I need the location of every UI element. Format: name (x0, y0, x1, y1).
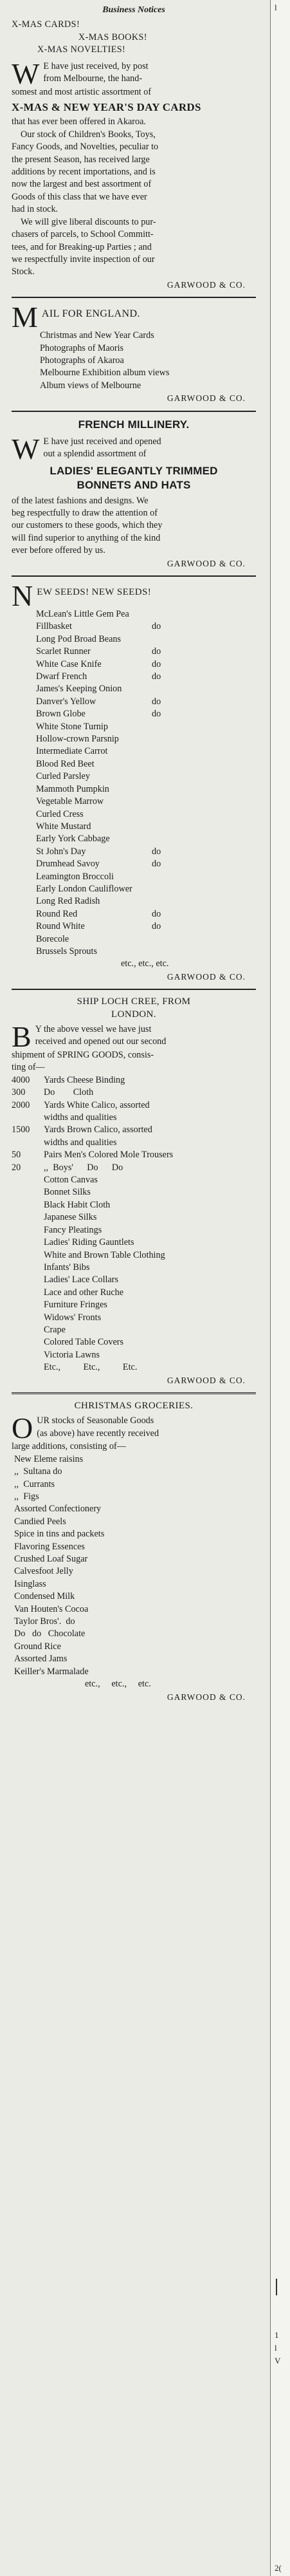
list-item (36, 696, 256, 708)
list-item (36, 833, 256, 845)
list-item: etc., etc., etc. (85, 1679, 151, 1690)
quantity (12, 1112, 44, 1124)
quantity: 20 (12, 1162, 21, 1173)
ditto-mark: do (152, 709, 161, 720)
list-item: Album views of Melbourne (40, 380, 141, 391)
ad-ship-loch-cree (12, 996, 256, 1386)
ad-new-seeds (12, 583, 256, 983)
item-text: widths and qualities (44, 1137, 117, 1148)
item-text: Bonnet Silks (44, 1187, 91, 1198)
signature: GARWOOD & CO. (167, 393, 246, 404)
seed-name: White Mustard (36, 821, 91, 832)
quantity: 1500 (12, 1125, 30, 1135)
table-row (12, 1099, 256, 1112)
quantity (12, 1349, 44, 1361)
list-item (36, 733, 256, 745)
item-text: Pairs Men's Colored Mole Trousers (44, 1150, 174, 1161)
edge-fragment: l (275, 2343, 277, 2353)
groceries-title: CHRISTMAS GROCERIES. (74, 1400, 194, 1411)
list-item: Flavoring Essences (14, 1541, 85, 1552)
seed-name: McLean's Little Gem Pea (36, 609, 129, 619)
seed-name: Fillbasket (36, 621, 72, 632)
signature: GARWOOD & CO. (167, 1375, 246, 1385)
seeds-title-block (12, 583, 256, 608)
divider (12, 297, 256, 298)
item-text: Widows' Fronts (44, 1312, 102, 1323)
item-text: Cotton Canvas (44, 1175, 98, 1186)
list-item: Melbourne Exhibition album views (40, 368, 170, 378)
table-row (12, 1174, 256, 1186)
body-line: the present Season, has received large (12, 154, 150, 165)
seed-name: Early London Cauliflower (36, 883, 132, 894)
seed-name: Brussels Sprouts (36, 946, 97, 957)
list-item (36, 871, 256, 883)
body-line: We will give liberal discounts to pur- (21, 216, 156, 227)
divider (12, 989, 256, 990)
body-line: had in stock. (12, 204, 59, 215)
item-text: ,, Boys' Do Do (44, 1162, 123, 1173)
section-header: Business Notices (102, 5, 165, 15)
list-item (36, 783, 256, 796)
intro-line: shipment of SPRING GOODS, consis- (12, 1050, 154, 1060)
list-item (36, 858, 256, 870)
edge-rule (276, 2279, 277, 2295)
list-item: Photographs of Maoris (40, 342, 124, 353)
table-row (12, 1336, 256, 1349)
seed-name: Danver's Yellow (36, 696, 96, 707)
table-row (12, 1287, 256, 1299)
quantity (12, 1324, 44, 1336)
seed-name: Round White (36, 921, 85, 932)
list-item: Spice in tins and packets (14, 1529, 105, 1540)
xmas-line-1: X-MAS CARDS! (12, 19, 80, 30)
item-text: Do Cloth (44, 1087, 94, 1098)
quantity (12, 1274, 44, 1286)
list-item (36, 633, 256, 646)
seed-name: Long Pod Broad Beans (36, 633, 122, 644)
list-item: Do do Chocolate (14, 1629, 86, 1639)
quantity (12, 1224, 44, 1237)
list-item (36, 621, 256, 633)
list-item: Ground Rice (14, 1641, 61, 1652)
quantity (12, 1211, 44, 1224)
seed-name: Brown Globe (36, 709, 86, 720)
seed-name: Blood Red Beet (36, 758, 95, 769)
body-line: we respectfully invite inspection of our (12, 254, 155, 265)
table-row (12, 1274, 256, 1286)
intro-line: E have just received, by post (43, 61, 149, 71)
body-line: Fancy Goods, and Novelties, peculiar to (12, 142, 159, 153)
quantity: 50 (12, 1150, 21, 1161)
table-row (12, 1186, 256, 1199)
table-row (12, 1349, 256, 1361)
groceries-intro (12, 1415, 256, 1441)
ad-mail-for-england (12, 304, 256, 404)
quantity (12, 1287, 44, 1299)
divider (12, 575, 256, 577)
intro-line: somest and most artistic assortment of (12, 86, 152, 97)
signature: GARWOOD & CO. (167, 1692, 246, 1702)
ditto-mark: do (152, 908, 161, 919)
list-item (36, 933, 256, 946)
seed-name: James's Keeping Onion (36, 684, 122, 695)
quantity (12, 1249, 44, 1262)
list-item (36, 671, 256, 683)
list-item (36, 658, 256, 671)
signature: GARWOOD & CO. (167, 279, 246, 290)
list-item (36, 920, 256, 933)
xmas-intro (12, 61, 256, 86)
intro-line: ting of— (12, 1062, 45, 1073)
list-item (36, 821, 256, 833)
mail-title-block (12, 304, 256, 330)
table-row (12, 1312, 256, 1324)
list-item: ,, Sultana do (14, 1466, 62, 1477)
ditto-mark: do (152, 671, 161, 682)
list-item: Candied Peels (14, 1516, 66, 1527)
table-row (12, 1237, 256, 1249)
list-item: Christmas and New Year Cards (40, 330, 154, 341)
item-text: widths and qualities (44, 1112, 117, 1123)
ditto-mark: do (152, 696, 161, 707)
seed-name: Round Red (36, 908, 78, 919)
list-item: New Eleme raisins (14, 1453, 84, 1464)
body-line: beg respectfully to draw the attention of (12, 507, 158, 518)
seed-name: Mammoth Pumpkin (36, 783, 109, 794)
seed-name: Dwarf French (36, 671, 87, 682)
millinery-intro (12, 436, 256, 462)
list-item (36, 745, 256, 758)
seed-name: Leamington Broccoli (36, 871, 114, 882)
quantity (12, 1174, 44, 1186)
intro-line: received and opened out our second (35, 1036, 167, 1047)
seed-name: St John's Day (36, 846, 86, 857)
table-row (12, 1137, 256, 1149)
table-row (12, 1199, 256, 1211)
list-item (36, 770, 256, 783)
seeds-list (12, 608, 256, 958)
list-item: ,, Currants (14, 1479, 55, 1489)
quantity (12, 1262, 44, 1274)
item-text: Yards White Calico, assorted (44, 1099, 150, 1110)
quantity (12, 1237, 44, 1249)
drop-cap: W (12, 435, 40, 462)
intro-line: large additions, consisting of— (12, 1441, 126, 1452)
loch-cree-intro (12, 1023, 256, 1049)
item-text: Yards Brown Calico, assorted (44, 1125, 152, 1135)
intro-line: out a splendid assortment of (43, 448, 147, 459)
list-item: Isinglass (14, 1578, 46, 1589)
seed-name: Borecole (36, 933, 69, 944)
ditto-mark: do (152, 846, 161, 857)
xmas-line-2: X-MAS BOOKS! (78, 32, 147, 42)
item-text: Lace and other Ruche (44, 1287, 124, 1298)
item-text: Ladies' Lace Collars (44, 1274, 119, 1285)
edge-fragment: V (275, 2356, 281, 2366)
seed-name: White Case Knife (36, 658, 102, 669)
item-text: Infants' Bibs (44, 1262, 90, 1273)
body-line: Our stock of Children's Books, Toys, (21, 129, 156, 140)
quantity: 4000 (12, 1074, 30, 1085)
list-item: Taylor Bros'. do (14, 1616, 75, 1627)
list-item (36, 646, 256, 658)
table-row (12, 1324, 256, 1336)
seed-name: Intermediate Carrot (36, 746, 108, 757)
item-text: Etc., Etc., Etc. (44, 1362, 138, 1373)
table-row (12, 1149, 256, 1161)
millinery-title: FRENCH MILLINERY. (78, 418, 190, 431)
seed-name: Hollow-crown Parsnip (36, 734, 119, 745)
table-row (12, 1262, 256, 1274)
list-item (36, 758, 256, 770)
item-text: Crape (44, 1324, 66, 1335)
millinery-headline-2: BONNETS AND HATS (77, 478, 191, 491)
divider (12, 411, 256, 412)
list-item: Calvesfoot Jelly (14, 1566, 73, 1577)
body-line: tees, and for Breaking-up Parties ; and (12, 241, 152, 252)
ad-christmas-groceries (12, 1400, 256, 1703)
list-item (36, 908, 256, 920)
millinery-headline-1: LADIES' ELEGANTLY TRIMMED (50, 464, 218, 477)
table-row (12, 1124, 256, 1136)
quantity: 2000 (12, 1099, 30, 1110)
list-item (36, 708, 256, 720)
list-item: Condensed Milk (14, 1591, 75, 1602)
item-text: Ladies' Riding Gauntlets (44, 1237, 134, 1248)
seed-name: Scarlet Runner (36, 646, 91, 657)
seed-name: Curled Cress (36, 808, 84, 819)
quantity (12, 1199, 44, 1211)
table-row (12, 1211, 256, 1224)
item-text: Black Habit Cloth (44, 1199, 111, 1210)
drop-cap: O (12, 1415, 33, 1441)
body-line: additions by recent importations, and is (12, 167, 156, 178)
adjacent-column-edge (270, 0, 290, 2576)
xmas-line-3: X-MAS NOVELTIES! (37, 44, 126, 55)
seed-name: Drumhead Savoy (36, 859, 100, 870)
intro-line: from Melbourne, the hand- (43, 73, 143, 84)
edge-fragment: l (275, 3, 277, 12)
ditto-mark: do (152, 646, 161, 657)
list-item (36, 796, 256, 808)
table-row (12, 1112, 256, 1124)
table-row (12, 1162, 256, 1174)
list-item (36, 846, 256, 858)
seed-name: Curled Parsley (36, 771, 90, 782)
ditto-mark: do (152, 921, 161, 932)
table-row (12, 1074, 256, 1087)
drop-cap: N (12, 583, 33, 608)
table-row (12, 1299, 256, 1311)
list-item: ,, Figs (14, 1491, 39, 1502)
list-item (36, 895, 256, 908)
body-line: of the latest fashions and designs. We (12, 495, 149, 506)
list-item (36, 721, 256, 733)
table-row (12, 1361, 256, 1374)
drop-cap: M (12, 304, 38, 330)
item-text: White and Brown Table Clothing (44, 1249, 165, 1260)
body-line: ever before offered by us. (12, 545, 105, 556)
seeds-title: EW SEEDS! NEW SEEDS! (37, 587, 152, 597)
item-text: Fancy Pleatings (44, 1224, 102, 1235)
intro-line: E have just received and opened (43, 436, 161, 447)
body-line: will find superior to anything of the kind (12, 532, 161, 543)
list-item: Crushed Loaf Sugar (14, 1554, 88, 1565)
list-item (36, 683, 256, 695)
table-row (12, 1224, 256, 1237)
list-item (36, 946, 256, 958)
edge-fragment: 1 (275, 2330, 279, 2340)
signature: GARWOOD & CO. (167, 971, 246, 982)
list-item: Assorted Confectionery (14, 1504, 102, 1515)
ditto-mark: do (152, 621, 161, 632)
seed-name: White Stone Turnip (36, 721, 108, 732)
edge-fragment: 2( (275, 2563, 282, 2573)
drop-cap: B (12, 1023, 32, 1049)
intro-line: UR stocks of Seasonable Goods (37, 1415, 154, 1426)
body-line: that has ever been offered in Akaroa. (12, 117, 146, 127)
xmas-headline: X-MAS & NEW YEAR'S DAY CARDS (12, 101, 201, 114)
list-item: Keiller's Marmalade (14, 1666, 89, 1677)
quantity (12, 1361, 44, 1374)
quantity (12, 1299, 44, 1311)
body-line: Goods of this class that we have ever (12, 191, 147, 202)
table-row (12, 1249, 256, 1262)
list-item (36, 608, 256, 621)
intro-line: Y the above vessel we have just (35, 1024, 152, 1034)
item-text: Furniture Fringes (44, 1300, 107, 1311)
divider (12, 1392, 256, 1394)
body-line: now the largest and best assortment of (12, 179, 152, 190)
drop-cap: W (12, 60, 40, 86)
list-item (36, 808, 256, 821)
list-item (36, 883, 256, 895)
ditto-mark: do (152, 658, 161, 669)
intro-line: (as above) have recently received (37, 1428, 159, 1439)
ad-french-millinery (12, 418, 256, 570)
list-item: Van Houten's Cocoa (14, 1603, 89, 1614)
signature: GARWOOD & CO. (167, 558, 246, 568)
ad-xmas-cards (12, 19, 256, 291)
mail-title: AIL FOR ENGLAND. (41, 308, 140, 320)
goods-list (12, 1074, 256, 1374)
loch-cree-title-2: LONDON. (111, 1009, 156, 1020)
list-item: Photographs of Akaroa (40, 355, 124, 366)
loch-cree-title-1: SHIP LOCH CREE, FROM (77, 996, 191, 1007)
quantity: 300 (12, 1087, 26, 1098)
item-text: Colored Table Covers (44, 1337, 124, 1348)
seed-name: Long Red Radish (36, 896, 100, 907)
seed-name: Vegetable Marrow (36, 796, 104, 807)
quantity (12, 1336, 44, 1349)
item-text: Victoria Lawns (44, 1349, 100, 1360)
body-line: Stock. (12, 266, 35, 277)
ditto-mark: do (152, 859, 161, 870)
body-line: chasers of parcels, to School Committ- (12, 229, 154, 240)
item-text: Yards Cheese Binding (44, 1074, 125, 1085)
etc-line: etc., etc., etc. (121, 958, 169, 969)
groceries-list (12, 1453, 256, 1691)
item-text: Japanese Silks (44, 1212, 97, 1223)
seed-name: Early York Cabbage (36, 834, 110, 845)
table-row (12, 1087, 256, 1099)
body-line: our customers to these goods, which they (12, 520, 163, 531)
quantity (12, 1186, 44, 1199)
list-item: Assorted Jams (14, 1654, 68, 1665)
quantity (12, 1312, 44, 1324)
quantity (12, 1137, 44, 1149)
